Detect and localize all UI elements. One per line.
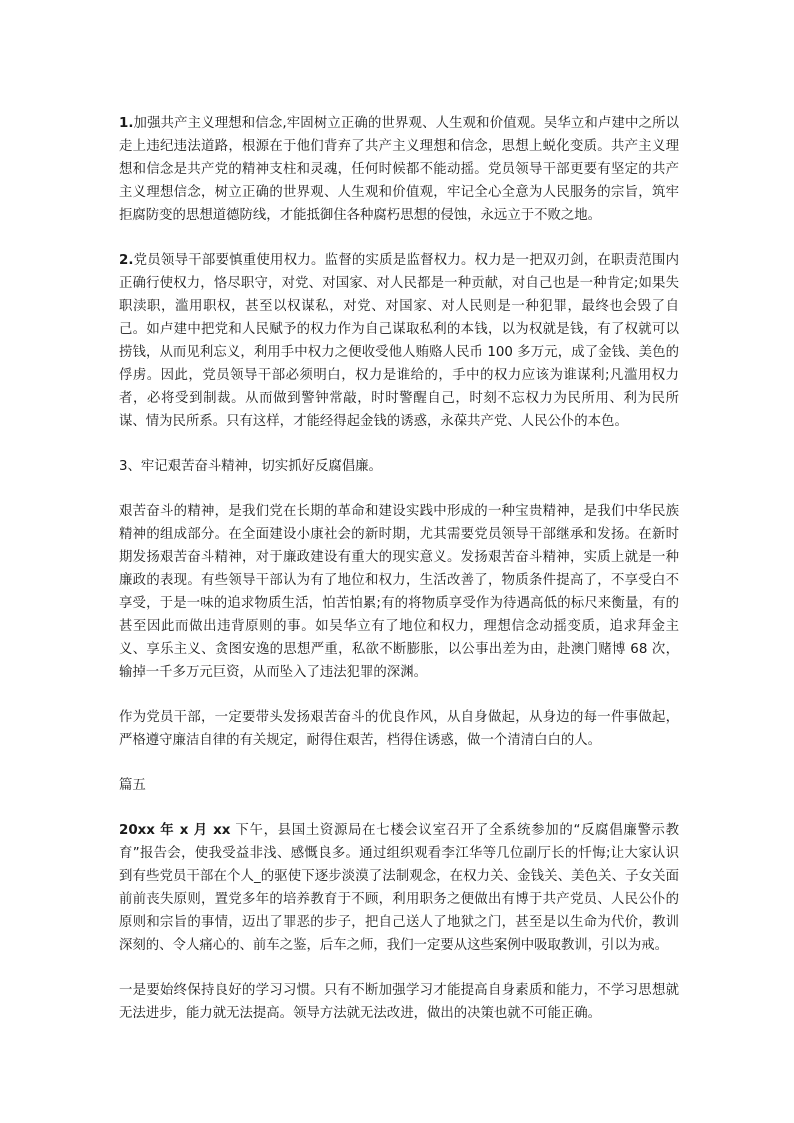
paragraph-text: 作为党员干部，一定要带头发扬艰苦奋斗的优良作风，从自身做起，从身边的每一件事做起，严格遵守廉洁自律的有关规定，耐得住艰苦，档得住诱惑，做一个清清白白的人。 xyxy=(119,710,679,748)
paragraph-text: 艰苦奋斗的精神，是我们党在长期的革命和建设实践中形成的一种宝贵精神，是我们中华民族精神的组成部分。在全面建设小康社会的新时期，尤其需要党员领导干部继承和发扬。在新时期发扬艰苦奋斗精神，对于廉政建设有重大的现实意义。发扬艰苦奋斗精神，实质上就是一种廉政的表现。有些领导干部认为有了地位和权力，生活改善了，物质条件提高了，不享受白不享受，于是一味的追求物质生活，怕苦怕累;有的将物质享受作为待遇高低的标尺来衡量，有的甚至因此而做出违背原则的事。如吴华立有了地位和权力，理想信念动摇变质，追求拜金主义、享乐主义、贪图安逸的思想严重，私欲不断膨胀，以公事出差为由，赴澳门赌博 68 次，输掉一千多万元巨资，从而坠入了违法犯罪的深渊。 xyxy=(119,504,679,680)
paragraph-power xyxy=(119,249,679,433)
paragraph-text: 加强共产主义理想和信念,牢固树立正确的世界观、人生观和价值观。吴华立和卢建中之所以走上违纪违法道路，根源在于他们背弃了共产主义理想和信念，思想上蜕化变质。共产主义理想和信念是共产党的精神支柱和灵魂，任何时候都不能动摇。党员领导干部更要有坚定的共产主义理想信念，树立正确的世界观、人生观和价值观，牢记全心全意为人民服务的宗旨，筑牢拒腐防变的思想道德防线，才能抵御住各种腐朽思想的侵蚀，永远立于不败之地。 xyxy=(119,116,679,223)
paragraph-number: 1. xyxy=(119,116,134,131)
heading-text: 篇五 xyxy=(119,778,146,793)
paragraph-date: 20xx 年 x 月 xx xyxy=(119,823,231,838)
paragraph-number: 2. xyxy=(119,253,134,268)
paragraph-hardwork xyxy=(119,500,679,684)
paragraph-text: 党员领导干部要慎重使用权力。监督的实质是监督权力。权力是一把双刃剑，在职责范围内正确行使权力，恪尽职守，对党、对国家、对人民都是一种贡献，对自己也是一种肯定;如果失职渎职，滥用职权，甚至以权谋私，对党、对国家、对人民则是一种犯罪，最终也会毁了自己。如卢建中把党和人民赋予的权力作为自己谋取私利的本钱，以为权就是钱，有了权就可以捞钱，从而见利忘义，利用手中权力之便收受他人贿赂人民币 100 多万元，成了金钱、美色的俘虏。因此，党员领导干部必须明白，权力是谁给的，手中的权力应该为谁谋利;凡滥用权力者，必将受到制裁。从而做到警钟常敲，时时警醒自己，时刻不忘权力为民所用、利为民所谋、情为民所系。只有这样，才能经得起金钱的诱惑，永葆共产党、人民公仆的本色。 xyxy=(119,253,679,429)
paragraph-study-habit xyxy=(119,979,679,1025)
paragraph-warning-education xyxy=(119,819,679,957)
section-heading-hardwork xyxy=(119,455,679,478)
paragraph-text: 一是要始终保持良好的学习习惯。只有不断加强学习才能提高自身素质和能力，不学习思想就无法进步，能力就无法提高。领导方法就无法改进，做出的决策也就不可能正确。 xyxy=(119,983,679,1021)
heading-text: 3、牢记艰苦奋斗精神，切实抓好反腐倡廉。 xyxy=(119,459,382,474)
paragraph-party-cadre xyxy=(119,706,679,752)
document-page xyxy=(119,112,679,1047)
section-heading-part-five xyxy=(119,774,679,797)
paragraph-ideals xyxy=(119,112,679,227)
paragraph-text: 下午，县国土资源局在七楼会议室召开了全系统参加的“反腐倡廉警示教育”报告会，使我受益非浅、感慨良多。通过组织观看李江华等几位副厅长的忏悔;让大家认识到有些党员干部在个人_的驱使下逐步淡漠了法制观念，在权力关、金钱关、美色关、子女关面前前丧失原则，置党多年的培养教育于不顾，利用职务之便做出有博于共产党员、人民公仆的原则和宗旨的事情，迈出了罪恶的步子，把自己送人了地狱之门，甚至是以生命为代价，教训深刻的、令人痛心的、前车之鉴，后车之师，我们一定要从这些案例中吸取教训，引以为戒。 xyxy=(119,823,680,953)
